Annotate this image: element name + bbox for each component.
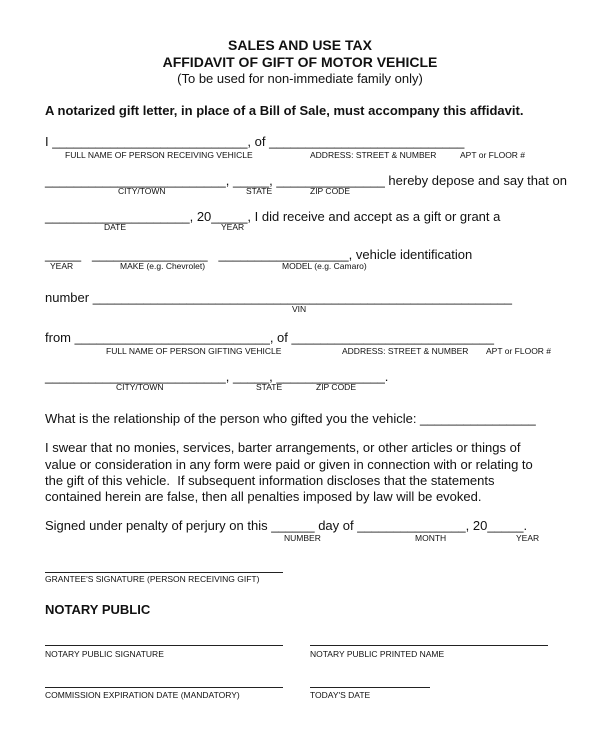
caption-year-2: YEAR [50,261,74,271]
caption-year-3: YEAR [516,533,540,543]
caption-grantee-signature: GRANTEE'S SIGNATURE (PERSON RECEIVING GIFT) [45,574,260,584]
date-received-line: ____________________, 20_____, I did receive and accept as a gift or grant a [45,209,501,224]
caption-recipient-name: FULL NAME OF PERSON RECEIVING VEHICLE [65,150,253,160]
notary-signature-line [45,645,283,646]
oath-line-4: contained herein are false, then all penalties imposed by law will be evoked. [45,489,482,504]
caption-state-2: STATE [256,382,283,392]
caption-city-1: CITY/TOWN [118,186,166,196]
caption-recipient-apt: APT or FLOOR # [460,150,526,160]
todays-date-line [310,687,430,688]
caption-year-1: YEAR [221,222,245,232]
caption-zip-1: ZIP CODE [310,186,350,196]
commission-expiration-line [45,687,283,688]
form-title-line-1: SALES AND USE TAX [228,37,372,53]
caption-gifter-name: FULL NAME OF PERSON GIFTING VEHICLE [106,346,282,356]
notary-printed-name-line [310,645,548,646]
caption-notary-printed-name: NOTARY PUBLIC PRINTED NAME [310,649,445,659]
caption-model: MODEL (e.g. Camaro) [282,261,367,271]
oath-line-2: value or consideration in any form were paid or given in connection with or relating to [45,457,533,472]
signed-under-penalty-line: Signed under penalty of perjury on this ______ day of _______________, 20_____. [45,518,528,533]
caption-commission-expiration: COMMISSION EXPIRATION DATE (MANDATORY) [45,690,240,700]
relationship-question: What is the relationship of the person who gifted you the vehicle: ________________ [45,411,536,426]
gifter-city-line: _________________________, _____, _______________. [45,369,389,384]
caption-date: DATE [104,222,127,232]
caption-number: NUMBER [284,533,321,543]
form-subtitle: (To be used for non-immediate family only) [177,71,423,86]
gifter-line: from ___________________________, of ____________________________ [45,330,494,345]
form-title-line-2: AFFIDAVIT OF GIFT OF MOTOR VEHICLE [162,54,438,70]
oath-line-1: I swear that no monies, services, barter arrangements, or other articles or things of [45,440,521,455]
vehicle-description-line: _____ ________________ __________________, vehicle identification [45,247,473,262]
caption-state-1: STATE [246,186,273,196]
caption-city-2: CITY/TOWN [116,382,164,392]
notary-public-heading: NOTARY PUBLIC [45,602,151,617]
caption-todays-date: TODAY'S DATE [310,690,371,700]
caption-gifter-apt: APT or FLOOR # [486,346,552,356]
caption-zip-2: ZIP CODE [316,382,356,392]
caption-month: MONTH [415,533,447,543]
vin-line: number __________________________________________________________ [45,290,513,305]
oath-line-3: the gift of this vehicle. If subsequent information discloses that the statements [45,473,495,488]
caption-gifter-address: ADDRESS: STREET & NUMBER [342,346,469,356]
caption-make: MAKE (e.g. Chevrolet) [120,261,206,271]
caption-recipient-address: ADDRESS: STREET & NUMBER [310,150,437,160]
caption-notary-signature: NOTARY PUBLIC SIGNATURE [45,649,164,659]
grantee-signature-line [45,572,283,573]
recipient-city-line: _________________________, _____, _______________ hereby depose and say that on [45,173,567,188]
notice-text: A notarized gift letter, in place of a Bill of Sale, must accompany this affidavit. [45,103,524,118]
caption-vin: VIN [292,304,307,314]
recipient-line: I ___________________________, of ___________________________ [45,134,465,149]
